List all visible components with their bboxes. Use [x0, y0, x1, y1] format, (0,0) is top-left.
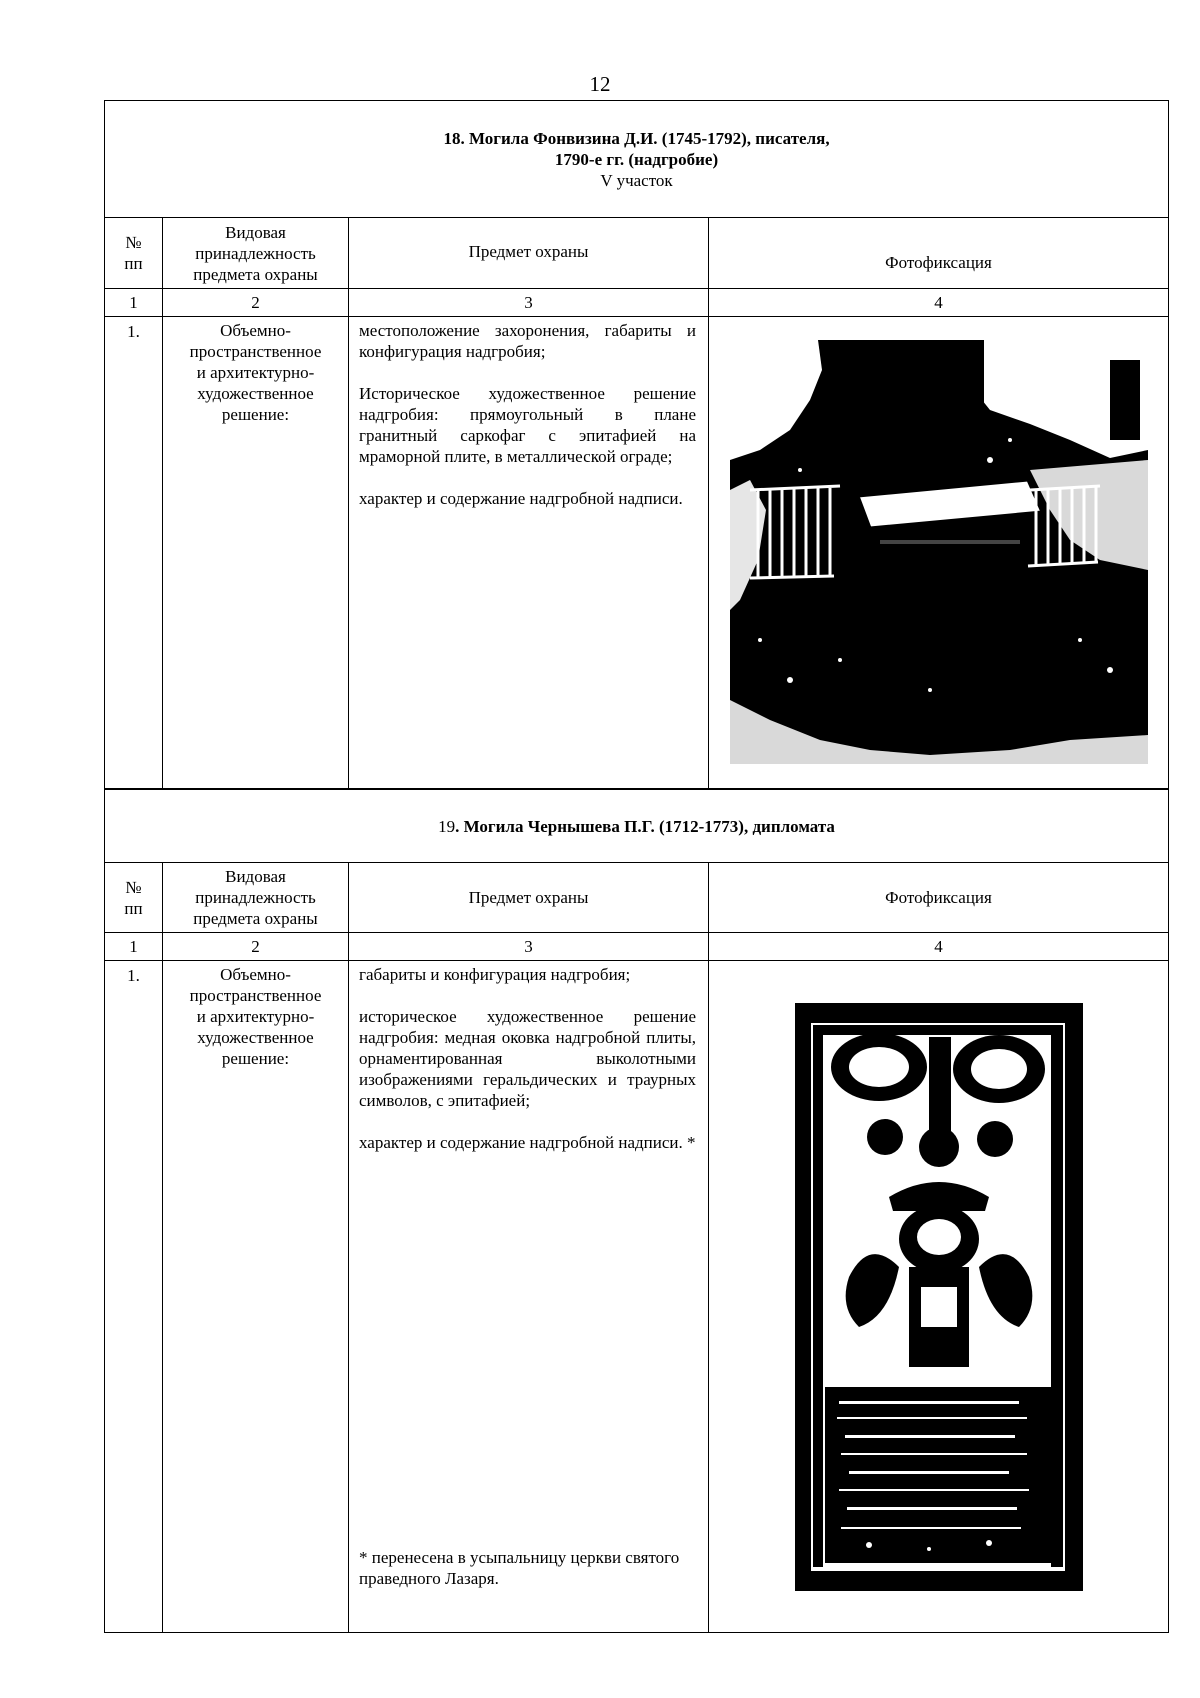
column-number-4: 4: [709, 289, 1169, 317]
column-header-number-line1: №: [125, 877, 142, 897]
protection-subject-paragraph-3: характер и содержание надгробной надписи. *: [359, 1133, 696, 1152]
column-header-subject: Предмет охраны: [349, 863, 709, 933]
object-19-title-number: 19: [438, 816, 456, 836]
grave-photo-fonvizin-image: [730, 340, 1148, 764]
column-header-photo: Фотофиксация: [709, 863, 1169, 933]
column-header-number: [105, 218, 163, 289]
protection-subject-paragraph-3: характер и содержание надгробной надписи.: [359, 489, 683, 508]
column-number-4: 4: [709, 933, 1169, 961]
column-number-1: 1: [105, 933, 163, 961]
column-number-2: 2: [163, 289, 349, 317]
column-number-3: 3: [349, 289, 709, 317]
column-header-kind-line2: принадлежность: [195, 888, 316, 907]
protection-kind-line2: пространственное: [189, 986, 322, 1005]
protection-subject-paragraph-2: историческое художественное решение надгробия: медная оковка надгробной плиты, орнаментированная выколотными изображениями геральдических и траурных символов, с эпитафией;: [359, 1007, 696, 1110]
page-number: 12: [589, 72, 611, 96]
column-header-number: [105, 863, 163, 933]
object-18-title-line2: 1790-е гг. (надгробие): [554, 149, 719, 169]
column-number-2: 2: [163, 933, 349, 961]
protection-kind-line2: пространственное: [189, 342, 322, 361]
column-header-subject: Предмет охраны: [349, 218, 709, 289]
column-header-number-line1: №: [125, 233, 142, 252]
grave-photo-fonvizin: [730, 340, 1148, 764]
row-number: 1.: [105, 961, 163, 1633]
protection-kind-line4: художественное: [197, 384, 314, 403]
object-19-title: [105, 790, 1169, 863]
protection-kind-line4: художественное: [197, 1028, 314, 1047]
photo-cell: [709, 317, 1169, 789]
column-header-kind-line2: принадлежность: [195, 243, 316, 263]
object-19-title-text: . Могила Чернышева П.Г. (1712-1773), дипломата: [455, 816, 835, 836]
protection-subject: [349, 317, 709, 789]
column-header-kind: [163, 863, 349, 933]
column-header-number-line2: пп: [124, 254, 143, 273]
protection-kind: [163, 961, 349, 1633]
object-18-title: [105, 101, 1169, 218]
protection-kind-line5: решение:: [221, 405, 290, 424]
column-header-kind: [163, 218, 349, 289]
protection-kind-line3: и архитектурно-: [196, 363, 315, 382]
photo-cell: [709, 961, 1169, 1633]
protection-kind-line5: решение:: [221, 1049, 290, 1068]
object-18-section: V участок: [600, 170, 673, 190]
object-19-table: [104, 789, 1169, 1633]
grave-photo-chernyshev-image: [789, 997, 1089, 1597]
column-number-3: 3: [349, 933, 709, 961]
protection-subject-paragraph-1: габариты и конфигурация надгробия;: [359, 965, 631, 984]
grave-photo-chernyshev: [789, 997, 1089, 1597]
protection-kind: [163, 317, 349, 789]
protection-kind-line3: и архитектурно-: [196, 1007, 315, 1026]
protection-kind-line1: Объемно-: [220, 321, 291, 340]
column-number-1: 1: [105, 289, 163, 317]
protection-subject-paragraph-2: Историческое художественное решение надгробия: прямоугольный в плане гранитный саркофаг с эпитафией на мраморной плите, в металлической ограде;: [359, 384, 696, 466]
column-header-kind-line3: предмета охраны: [193, 909, 318, 928]
object-18-title-line1: 18. Могила Фонвизина Д.И. (1745-1792), писателя,: [443, 128, 830, 148]
protection-subject-paragraph-1: местоположение захоронения, габариты и конфигурация надгробия;: [359, 321, 696, 361]
relocation-footnote: * перенесена в усыпальницу церкви святого праведного Лазаря.: [359, 1548, 680, 1588]
column-header-kind-line1: Видовая: [225, 867, 286, 886]
protection-kind-line1: Объемно-: [220, 965, 291, 984]
column-header-photo: Фотофиксация: [709, 218, 1169, 289]
row-number: 1.: [105, 317, 163, 789]
object-18-table: [104, 100, 1169, 789]
column-header-kind-line1: Видовая: [225, 222, 286, 242]
protection-subject: [349, 961, 709, 1633]
column-header-number-line2: пп: [124, 898, 143, 918]
column-header-kind-line3: предмета охраны: [193, 264, 318, 284]
